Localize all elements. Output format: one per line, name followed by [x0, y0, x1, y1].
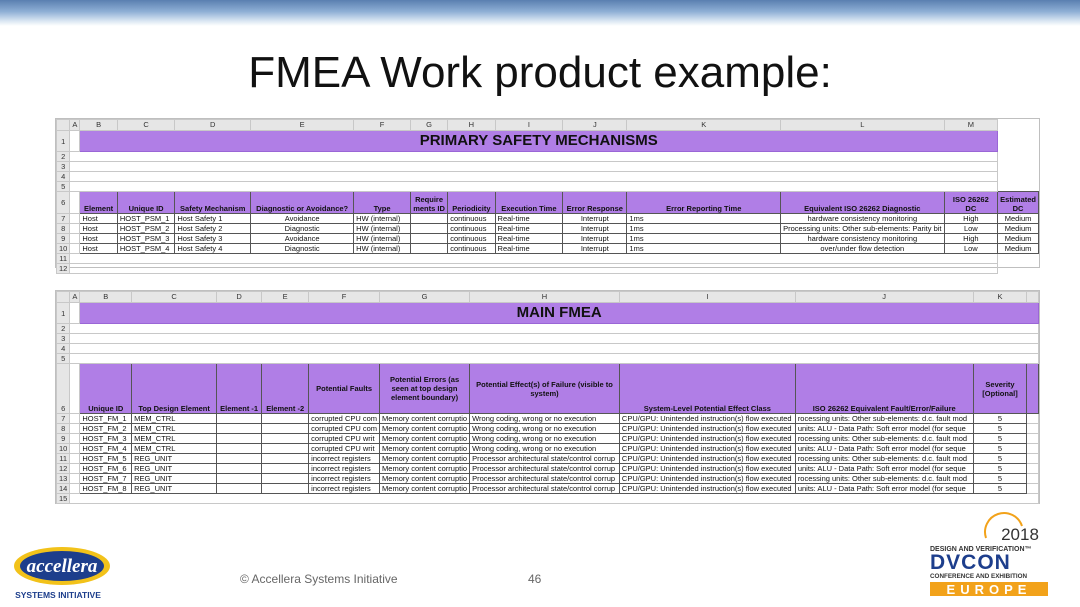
table-cell[interactable]: Wrong coding, wrong or no execution [470, 434, 620, 444]
row-number[interactable]: 11 [57, 254, 70, 264]
header-cell[interactable]: Severity [Optional] [973, 364, 1027, 414]
header-cell[interactable]: Element [80, 192, 117, 214]
table-cell[interactable]: 5 [973, 424, 1027, 434]
header-cell[interactable]: Element -1 [217, 364, 262, 414]
header-cell[interactable]: Element -2 [262, 364, 309, 414]
table-cell[interactable]: continuous [448, 244, 495, 254]
row-number[interactable]: 6 [57, 192, 70, 214]
table-cell[interactable]: Real-time [495, 214, 563, 224]
table-cell[interactable]: Processor architectural state/control corrup [470, 464, 620, 474]
table-cell[interactable]: HOST_FM_5 [80, 454, 132, 464]
table-cell[interactable]: Medium [998, 214, 1039, 224]
table-cell[interactable]: continuous [448, 224, 495, 234]
dvcon-line3: CONFERENCE AND EXHIBITION [930, 573, 1028, 580]
table-cell[interactable]: incorrect registers [309, 474, 380, 484]
header-cell[interactable]: Error Reporting Time [627, 192, 781, 214]
table-cell[interactable]: incorrect registers [309, 484, 380, 494]
table-cell[interactable]: HOST_FM_6 [80, 464, 132, 474]
table-cell[interactable]: Processing units: Other sub-elements: Parity bit [781, 224, 944, 234]
table-cell[interactable]: corrupted CPU com [309, 414, 380, 424]
page-number: 46 [528, 572, 542, 586]
table-cell[interactable]: Wrong coding, wrong or no execution [470, 424, 620, 434]
table-cell[interactable]: Real-time [495, 224, 563, 234]
table-cell[interactable]: CPU/GPU: Unintended instruction(s) flow executed [619, 454, 795, 464]
table-row [57, 474, 1039, 484]
table-cell[interactable]: Low [944, 224, 998, 234]
column-letter[interactable]: E [251, 120, 354, 131]
column-letter[interactable]: E [262, 292, 309, 303]
copyright-text: © Accellera Systems Initiative [240, 572, 398, 586]
dvcon-wordmark: DVCON [930, 551, 1011, 574]
column-letter[interactable]: D [175, 120, 251, 131]
table-cell[interactable]: continuous [448, 234, 495, 244]
table-cell[interactable]: REG_UNIT [132, 464, 217, 474]
table-cell[interactable]: units: ALU - Data Path: Soft error model (for seque [795, 484, 973, 494]
table-cell[interactable]: MEM_CTRL [132, 434, 217, 444]
row-number[interactable]: 1 [57, 131, 70, 152]
table-cell[interactable]: 5 [973, 414, 1027, 424]
table-cell[interactable] [262, 424, 309, 434]
table-cell[interactable]: REG_UNIT [132, 474, 217, 484]
table-cell[interactable] [262, 464, 309, 474]
column-letters-row [57, 292, 1039, 303]
row-number[interactable]: 15 [57, 494, 70, 504]
column-letter[interactable]: F [309, 292, 380, 303]
table-cell[interactable]: 1ms [627, 214, 781, 224]
row-number[interactable]: 12 [57, 464, 70, 474]
table-cell[interactable]: incorrect registers [309, 454, 380, 464]
table-cell[interactable] [262, 434, 309, 444]
table-row [57, 454, 1039, 464]
column-letter[interactable]: D [217, 292, 262, 303]
table-cell[interactable]: MEM_CTRL [132, 424, 217, 434]
table-cell[interactable]: Interrupt [563, 244, 627, 254]
table-cell[interactable]: units: ALU - Data Path: Soft error model (for seque [795, 424, 973, 434]
header-cell[interactable]: Unique ID [80, 364, 132, 414]
table-cell[interactable]: Memory content corruptio [380, 444, 470, 454]
row-number[interactable]: 9 [57, 234, 70, 244]
row-number[interactable]: 10 [57, 444, 70, 454]
header-cell[interactable]: Periodicity [448, 192, 495, 214]
slide-title: FMEA Work product example: [248, 48, 832, 97]
table-cell[interactable]: Host [80, 234, 117, 244]
header-cell[interactable]: Require ments ID [410, 192, 447, 214]
column-letter[interactable]: K [627, 120, 781, 131]
table-cell[interactable]: Processor architectural state/control corrup [470, 474, 620, 484]
table-cell[interactable]: Interrupt [563, 214, 627, 224]
table-cell[interactable]: Host [80, 214, 117, 224]
row-number[interactable]: 5 [57, 354, 70, 364]
table-row [57, 244, 1039, 254]
table-cell[interactable]: Memory content corruptio [380, 434, 470, 444]
table-cell[interactable]: incorrect registers [309, 464, 380, 474]
table-cell[interactable]: Interrupt [563, 224, 627, 234]
header-cell[interactable]: Safety Mechanism [175, 192, 251, 214]
row-number[interactable]: 4 [57, 344, 70, 354]
corner-cell[interactable] [57, 120, 70, 131]
row-number[interactable]: 5 [57, 182, 70, 192]
row-number[interactable]: 6 [57, 364, 70, 414]
table-cell[interactable]: over/under flow detection [781, 244, 944, 254]
row-number[interactable]: 9 [57, 434, 70, 444]
table-cell[interactable]: hardware consistency monitoring [781, 214, 944, 224]
table-cell[interactable]: Memory content corruptio [380, 464, 470, 474]
table-body [57, 414, 1039, 494]
header-cell[interactable]: Type [354, 192, 411, 214]
table-cell[interactable] [262, 474, 309, 484]
header-cell[interactable]: Potential Faults [309, 364, 380, 414]
column-letter[interactable]: F [354, 120, 411, 131]
table-cell[interactable]: CPU/GPU: Unintended instruction(s) flow executed [619, 484, 795, 494]
column-letter[interactable]: G [380, 292, 470, 303]
main-fmea-table [56, 291, 1039, 504]
table-cell[interactable]: HOST_FM_8 [80, 484, 132, 494]
header-row [57, 364, 1039, 414]
dvcon-line1: DESIGN AND VERIFICATION™ [930, 546, 1032, 553]
table-cell[interactable]: corrupted CPU com [309, 424, 380, 434]
table-cell[interactable]: 1ms [627, 224, 781, 234]
table-cell[interactable]: Avoidance [251, 214, 354, 224]
row-number[interactable]: 11 [57, 454, 70, 464]
table-cell[interactable]: Diagnostic [251, 224, 354, 234]
table-cell[interactable]: rocessing units: Other sub-elements: d.c. fault mod [795, 454, 973, 464]
table-cell[interactable]: Host Safety 2 [175, 224, 251, 234]
accellera-tagline: SYSTEMS INITIATIVE [15, 590, 101, 600]
table-cell[interactable]: Host Safety 4 [175, 244, 251, 254]
primary-safety-table [56, 119, 1039, 274]
table-cell[interactable]: Memory content corruptio [380, 484, 470, 494]
table-body [57, 214, 1039, 254]
table-cell[interactable]: continuous [448, 214, 495, 224]
table-cell[interactable]: Host Safety 3 [175, 234, 251, 244]
row-number[interactable]: 13 [57, 474, 70, 484]
row-number[interactable]: 4 [57, 172, 70, 182]
row-number[interactable]: 8 [57, 424, 70, 434]
column-letters-row [57, 120, 1039, 131]
table-cell[interactable] [217, 464, 262, 474]
table-row [57, 414, 1039, 424]
dvcon-europe-logo [928, 520, 1053, 598]
table-cell[interactable]: Processor architectural state/control corrup [470, 484, 620, 494]
table-cell[interactable]: CPU/GPU: Unintended instruction(s) flow executed [619, 434, 795, 444]
table-cell[interactable]: MEM_CTRL [132, 414, 217, 424]
table-cell[interactable]: 5 [973, 474, 1027, 484]
table-cell[interactable]: Host Safety 1 [175, 214, 251, 224]
header-cell[interactable]: Potential Errors (as seen at top design element boundary) [380, 364, 470, 414]
column-letter[interactable]: C [132, 292, 217, 303]
table-row [57, 434, 1039, 444]
table-cell[interactable] [410, 224, 447, 234]
column-letter[interactable]: L [781, 120, 944, 131]
header-cell[interactable]: Estimated DC [998, 192, 1039, 214]
header-cell[interactable]: Potential Effect(s) of Failure (visible to system) [470, 364, 620, 414]
sheet-banner[interactable]: PRIMARY SAFETY MECHANISMS [80, 131, 998, 152]
header-cell[interactable]: Top Design Element [132, 364, 217, 414]
table-cell[interactable] [217, 454, 262, 464]
sheet-banner[interactable]: MAIN FMEA [80, 303, 1039, 324]
spreadsheet-main-fmea [55, 290, 1040, 504]
table-cell[interactable]: High [944, 214, 998, 224]
table-cell[interactable]: rocessing units: Other sub-elements: d.c. fault mod [795, 474, 973, 484]
table-cell[interactable]: MEM_CTRL [132, 444, 217, 454]
table-cell[interactable] [410, 214, 447, 224]
table-cell[interactable]: 5 [973, 444, 1027, 454]
row-number[interactable]: 12 [57, 264, 70, 274]
table-cell[interactable]: Memory content corruptio [380, 424, 470, 434]
table-cell[interactable]: HOST_FM_4 [80, 444, 132, 454]
table-cell[interactable]: HW (internal) [354, 214, 411, 224]
table-cell[interactable]: CPU/GPU: Unintended instruction(s) flow executed [619, 474, 795, 484]
table-cell[interactable]: Medium [998, 234, 1039, 244]
table-cell[interactable]: corrupted CPU writ [309, 444, 380, 454]
column-letter[interactable]: I [495, 120, 563, 131]
table-cell[interactable]: 5 [973, 434, 1027, 444]
table-cell[interactable]: Processor architectural state/control corrup [470, 454, 620, 464]
table-cell[interactable]: HW (internal) [354, 234, 411, 244]
table-cell[interactable]: 1ms [627, 234, 781, 244]
column-letter[interactable]: I [619, 292, 795, 303]
table-row [57, 224, 1039, 234]
column-letter[interactable]: M [944, 120, 998, 131]
row-number[interactable]: 3 [57, 334, 70, 344]
top-gradient-band [0, 0, 1080, 26]
row-number[interactable]: 10 [57, 244, 70, 254]
table-cell[interactable]: 1ms [627, 244, 781, 254]
table-cell[interactable]: corrupted CPU writ [309, 434, 380, 444]
banner-row [57, 131, 1039, 152]
table-cell[interactable]: Medium [998, 224, 1039, 234]
row-number[interactable]: 8 [57, 224, 70, 234]
column-letter[interactable]: C [117, 120, 175, 131]
row-number[interactable]: 2 [57, 152, 70, 162]
header-cell[interactable]: ISO 26262 Equivalent Fault/Error/Failure [795, 364, 973, 414]
column-letter[interactable]: A [70, 120, 80, 131]
table-cell[interactable]: Memory content corruptio [380, 414, 470, 424]
row-number[interactable]: 1 [57, 303, 70, 324]
spreadsheet-primary-safety-mechanisms [55, 118, 1040, 273]
column-letter[interactable]: B [80, 292, 132, 303]
table-row [57, 484, 1039, 494]
dvcon-europe: EUROPE [946, 582, 1032, 597]
table-cell[interactable] [262, 444, 309, 454]
header-row [57, 192, 1039, 214]
table-cell[interactable]: rocessing units: Other sub-elements: d.c. fault mod [795, 414, 973, 424]
header-cell[interactable]: Error Response [563, 192, 627, 214]
table-cell[interactable]: Medium [998, 244, 1039, 254]
header-cell[interactable]: Unique ID [117, 192, 175, 214]
table-cell[interactable]: Diagnostic [251, 244, 354, 254]
table-cell[interactable]: REG_UNIT [132, 454, 217, 464]
header-cell[interactable]: Execution Time [495, 192, 563, 214]
column-letter[interactable]: B [80, 120, 117, 131]
table-row [57, 464, 1039, 474]
table-cell[interactable] [262, 454, 309, 464]
table-cell[interactable]: units: ALU - Data Path: Soft error model (for seque [795, 444, 973, 454]
table-cell[interactable]: HOST_FM_7 [80, 474, 132, 484]
table-cell[interactable]: HOST_FM_2 [80, 424, 132, 434]
table-cell[interactable]: CPU/GPU: Unintended instruction(s) flow executed [619, 444, 795, 454]
table-cell[interactable]: Wrong coding, wrong or no execution [470, 414, 620, 424]
table-cell[interactable]: HOST_PSM_3 [117, 234, 175, 244]
table-cell[interactable]: HW (internal) [354, 224, 411, 234]
table-cell[interactable] [262, 484, 309, 494]
table-cell[interactable]: Host [80, 224, 117, 234]
table-cell[interactable] [410, 244, 447, 254]
table-cell[interactable]: rocessing units: Other sub-elements: d.c. fault mod [795, 434, 973, 444]
row-number[interactable]: 2 [57, 324, 70, 334]
table-cell[interactable]: HOST_FM_3 [80, 434, 132, 444]
table-cell[interactable]: Memory content corruptio [380, 474, 470, 484]
row-number[interactable]: 14 [57, 484, 70, 494]
table-row [57, 214, 1039, 224]
dvcon-year: 2018 [1001, 525, 1039, 544]
row-number[interactable]: 3 [57, 162, 70, 172]
table-cell[interactable]: Avoidance [251, 234, 354, 244]
table-cell[interactable]: Real-time [495, 234, 563, 244]
table-row [57, 424, 1039, 434]
column-letter[interactable]: J [795, 292, 973, 303]
column-letter[interactable]: J [563, 120, 627, 131]
table-cell[interactable]: 5 [973, 464, 1027, 474]
table-cell[interactable] [410, 234, 447, 244]
banner-row [57, 303, 1039, 324]
accellera-wordmark: accellera [26, 556, 98, 577]
table-cell[interactable] [217, 474, 262, 484]
corner-cell[interactable] [57, 292, 70, 303]
column-letter[interactable]: H [448, 120, 495, 131]
row-number[interactable]: 7 [57, 414, 70, 424]
table-cell[interactable]: Interrupt [563, 234, 627, 244]
header-cell[interactable]: System-Level Potential Effect Class [619, 364, 795, 414]
header-cell[interactable]: Diagnostic or Avoidance? [251, 192, 354, 214]
column-letter[interactable]: A [70, 292, 80, 303]
table-cell[interactable] [217, 444, 262, 454]
table-cell[interactable]: 5 [973, 454, 1027, 464]
table-cell[interactable] [262, 414, 309, 424]
table-cell[interactable]: Wrong coding, wrong or no execution [470, 444, 620, 454]
table-cell[interactable]: HOST_PSM_1 [117, 214, 175, 224]
column-letter[interactable]: H [470, 292, 620, 303]
table-cell[interactable] [217, 484, 262, 494]
table-cell[interactable]: units: ALU - Data Path: Soft error model (for seque [795, 464, 973, 474]
header-cell[interactable]: ISO 26262 DC [944, 192, 998, 214]
table-cell[interactable]: Real-time [495, 244, 563, 254]
table-row [57, 444, 1039, 454]
table-cell[interactable]: 5 [973, 484, 1027, 494]
table-cell[interactable]: Memory content corruptio [380, 454, 470, 464]
table-cell[interactable]: CPU/GPU: Unintended instruction(s) flow executed [619, 414, 795, 424]
column-letter[interactable]: G [410, 120, 447, 131]
row-number[interactable]: 7 [57, 214, 70, 224]
table-row [57, 234, 1039, 244]
table-cell[interactable] [217, 424, 262, 434]
table-cell[interactable]: Host [80, 244, 117, 254]
table-cell[interactable]: CPU/GPU: Unintended instruction(s) flow executed [619, 464, 795, 474]
accellera-logo [10, 544, 120, 600]
table-cell[interactable]: HOST_PSM_2 [117, 224, 175, 234]
table-cell[interactable]: REG_UNIT [132, 484, 217, 494]
table-cell[interactable] [217, 434, 262, 444]
table-cell[interactable]: Low [944, 244, 998, 254]
table-cell[interactable] [217, 414, 262, 424]
table-cell[interactable]: HOST_PSM_4 [117, 244, 175, 254]
table-cell[interactable]: HW (internal) [354, 244, 411, 254]
table-cell[interactable]: HOST_FM_1 [80, 414, 132, 424]
header-cell[interactable]: Equivalent ISO 26262 Diagnostic [781, 192, 944, 214]
table-cell[interactable]: High [944, 234, 998, 244]
table-cell[interactable]: CPU/GPU: Unintended instruction(s) flow executed [619, 424, 795, 434]
column-letter[interactable]: K [973, 292, 1027, 303]
table-cell[interactable]: hardware consistency monitoring [781, 234, 944, 244]
